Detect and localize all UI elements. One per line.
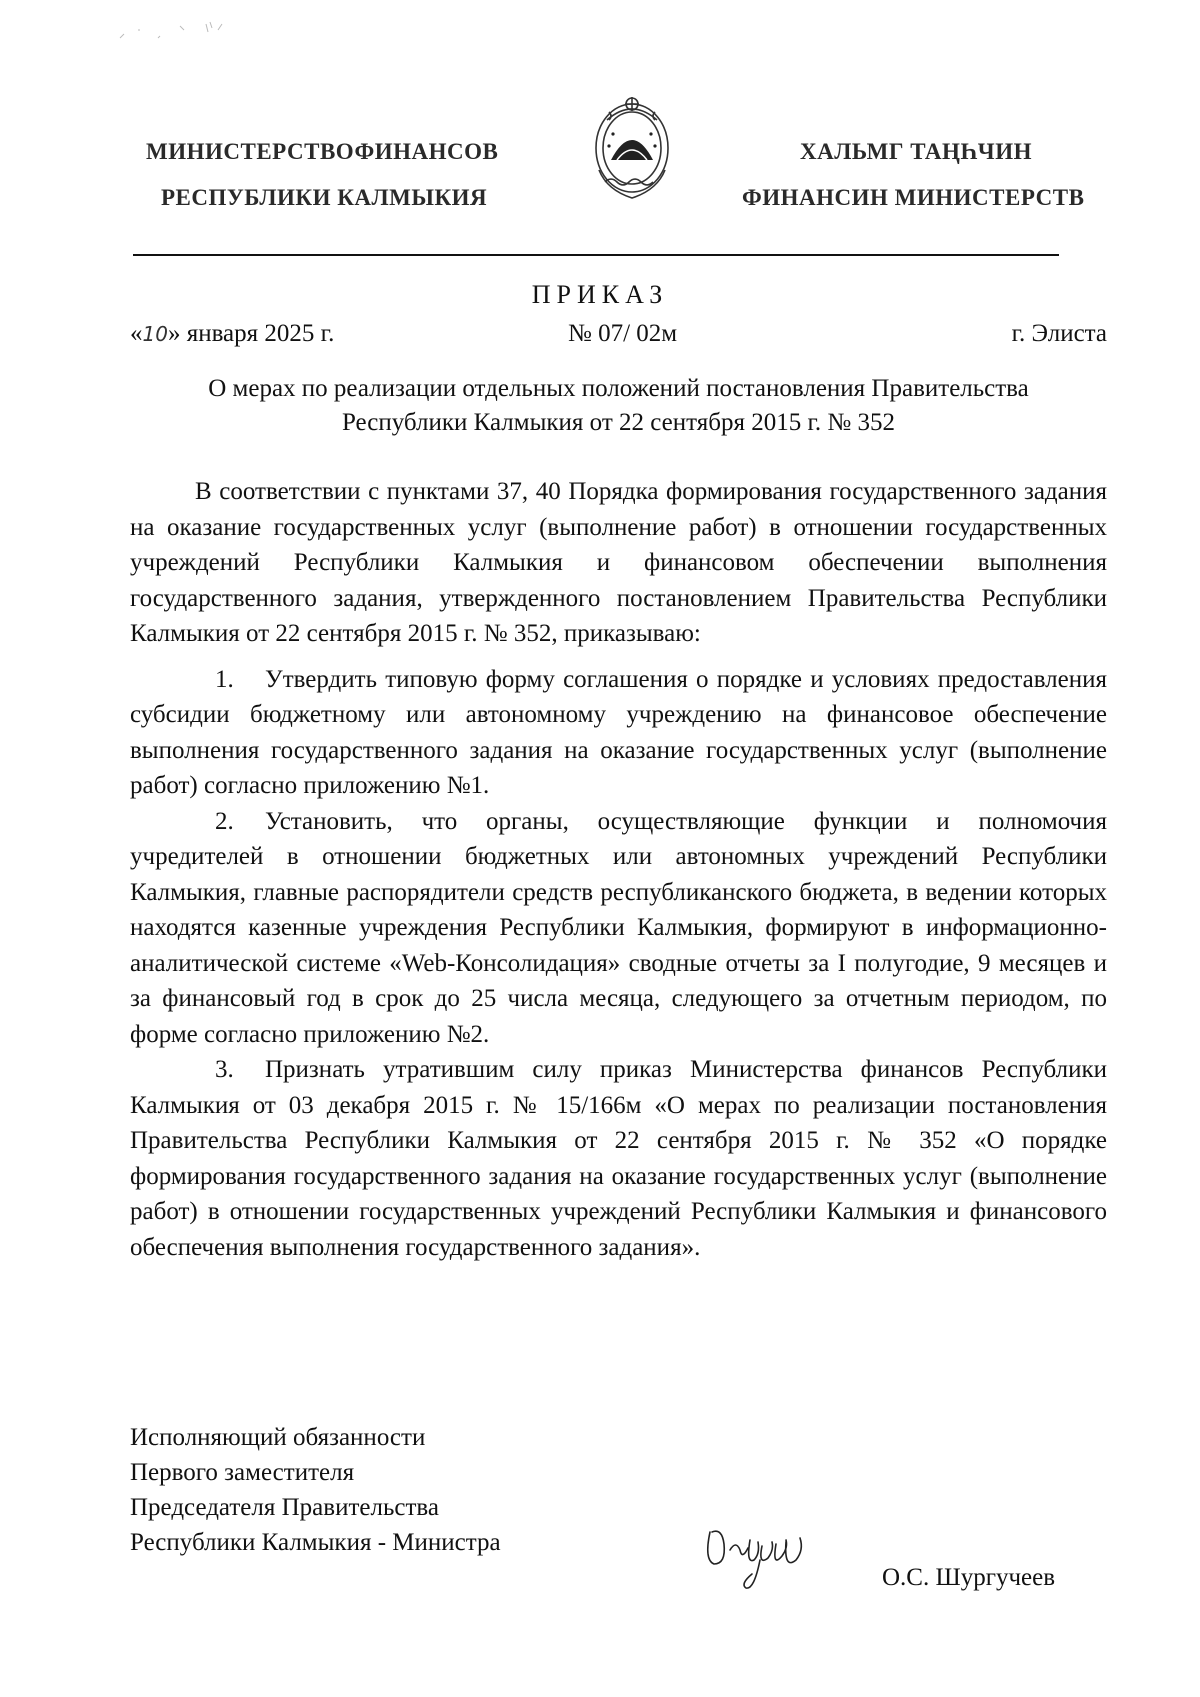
handwritten-signature-icon [700,1520,815,1595]
order-item-number: 3. [215,1056,234,1083]
date-day-handwritten: 10 [142,322,168,346]
order-item-2 [130,804,1107,1053]
document-type-title: ПРИКАЗ [531,280,669,309]
signatory-line-1: Исполняющий обязанности [130,1424,426,1451]
signatory-line-2: Первого заместителя [130,1459,355,1486]
order-item-text: Установить, что органы, осуществляющие функции и полномочия учредителей в отношении бюджетных или автономных учреждений Республики Калмыкия, главные распорядители средств республиканского бюджета, в ведении которых находятся казенные учреждения Республики Калмыкия, формируют в информационно-аналитической системе «Web-Консолидация» сводные отчеты за I полугодие, 9 месяцев и за финансовый год в срок до 25 числа месяца, следующего за отчетным периодом, по форме согласно приложению №2. [130,807,1107,1048]
header-divider [133,254,1059,256]
ministry-name-kalm-line1: ХАЛЬМГ ТАҢҺЧИН [800,139,1032,164]
date-month-year: » января 2025 г. [167,320,335,347]
coat-of-arms-icon [587,90,677,205]
signatory-line-3: Председателя Правительства [130,1494,439,1521]
order-item-number: 2. [215,807,234,835]
date-open-quote: « [130,320,143,347]
signatory-name: О.С. Шургучеев [882,1564,1056,1591]
subject-line-2: Республики Калмыкия от 22 сентября 2015 г. № 352 [341,409,895,436]
scan-speck-marks [118,18,248,44]
order-item-text: Признать утратившим силу приказ Министерства финансов Республики Калмыкия от 03 декабря 2015 г. № 15/166м «О мерах по реализации постановления Правительства Республики Калмыкия от 22 сентября 2015 г. № 352 «О порядке формирования государственного задания на оказание государственных услуг (выполнение работ) в отношении государственных учреждений Республики Калмыкия и финансового обеспечения выполнения государственного задания». [130,1056,1107,1261]
document-subject [130,372,1107,440]
document-city: г. Элиста [1011,320,1107,347]
signatory-position [130,1420,501,1560]
document-date [130,320,334,348]
document-number: № 07/ 02м [568,320,678,347]
document-body [130,474,1107,1265]
ministry-name-ru-line1: МИНИСТЕРСТВОФИНАНСОВ [146,139,499,164]
order-item-text: Утвердить типовую форму соглашения о порядке и условиях предоставления субсидии бюджетному или автономному учреждению на финансовое обеспечение выполнения государственного задания на оказание государственных услуг (выполнение работ) согласно приложению №1. [130,665,1107,799]
order-item-3 [130,1052,1107,1265]
subject-line-1: О мерах по реализации отдельных положений постановления Правительства [208,375,1029,402]
order-item-1 [130,662,1107,804]
ministry-name-kalm-line2: ФИНАНСИН МИНИСТЕРСТВ [742,185,1085,210]
signatory-line-4: Республики Калмыкия - Министра [130,1529,501,1556]
ministry-name-ru-line2: РЕСПУБЛИКИ КАЛМЫКИЯ [161,185,488,210]
preamble-paragraph: В соответствии с пунктами 37, 40 Порядка формирования государственного задания на оказание государственных услуг (выполнение работ) в отношении государственных учреждений Республики Калмыкия и финансовом обеспечении выполнения государственного задания, утвержденного постановлением Правительства Республики Калмыкия от 22 сентября 2015 г. № 352, приказываю: [130,478,1107,647]
order-item-number: 1. [215,665,234,693]
